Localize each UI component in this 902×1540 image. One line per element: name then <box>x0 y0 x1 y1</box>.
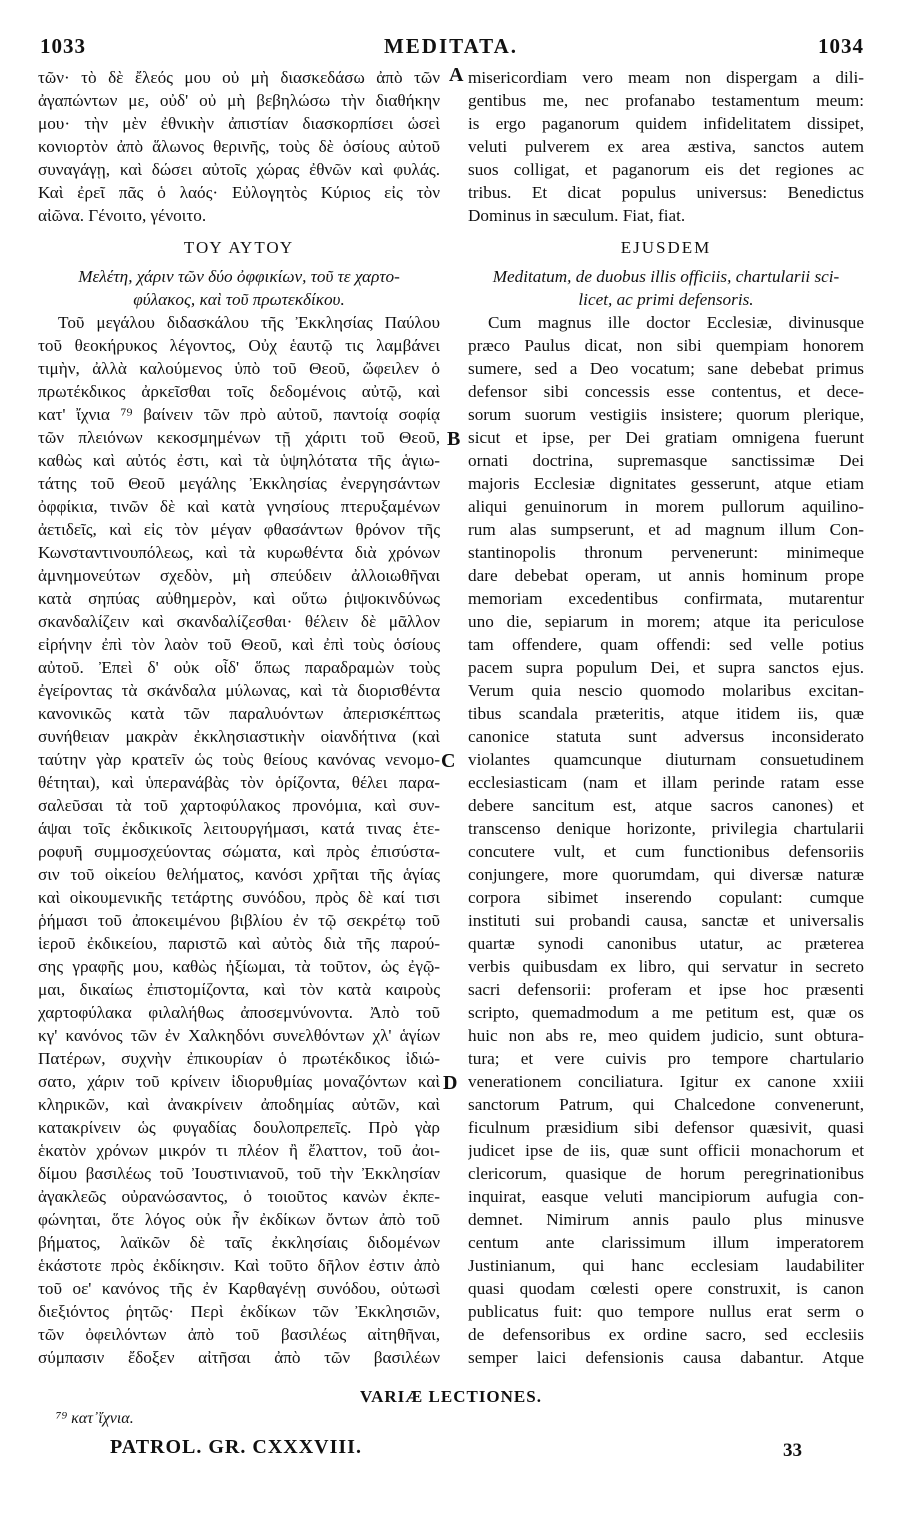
greek-body-line: σιν τοῦ οἰκείου θελήματος, κανόσι χρῆται τῆς ἁγίας <box>38 865 440 884</box>
latin-body-line: tam offendere, quam offendi: sed velle potius <box>468 635 864 654</box>
latin-body-line: corpora sibimet inserendo copulant: cumque <box>468 888 864 907</box>
greek-body-line: καθὼς καὶ αὐτός ἐστι, καὶ τὰ ὑψηλότατα τῆς ἁγιω- <box>38 451 440 470</box>
greek-top-line: ἀγαπώντων με, οὐδ' οὐ μὴ βεβηλώσω τὴν διαθήκην <box>38 91 440 110</box>
latin-top-line: gentibus me, nec profanabo testamentum meum: <box>468 91 864 110</box>
greek-section-title: ΤΟΥ ΑΥΤΟΥ <box>183 238 295 257</box>
greek-body-line: ταύτην γὰρ κρατεῖν ὡς τοὺς θείους κανόνας νενομο- <box>38 750 440 769</box>
latin-body-line: defensor sibi concessis esse contentus, et dece- <box>468 382 864 401</box>
latin-body-line: stantinopolis thronum pervenerunt: minimeque <box>468 543 864 562</box>
greek-body-line: ἀετιδεῖς, καὶ εἰς τὸν μέγαν φθασάντων θρόνον τῆς <box>38 520 440 539</box>
margin-letter-b: B <box>447 428 461 450</box>
greek-subtitle-line: φύλακος, καὶ τοῦ πρωτεκδίκου. <box>133 290 345 309</box>
latin-top-line: tribus. Et dicat populus universus: Benedictus <box>468 183 864 202</box>
greek-body-line: Τοῦ μεγάλου διδασκάλου τῆς Ἐκκλησίας Παύλου <box>58 313 440 332</box>
greek-column <box>38 66 440 1369</box>
latin-body-line: canonice statuta sunt adversus inconsiderato <box>468 727 864 746</box>
signature-mark: 33 <box>783 1440 802 1461</box>
latin-body-line: concutere vult, et cum functionibus defensoriis <box>468 842 864 861</box>
latin-body-line: demnet. Nimirum annis paulo plus minusve <box>468 1210 864 1229</box>
greek-body-line: κανονικῶς κατὰ τῶν παραλυόντων ἀπερισκέπτως <box>38 704 440 723</box>
latin-subtitle-line: Meditatum, de duobus illis officiis, chartularii sci- <box>492 267 840 286</box>
margin-letter-d: D <box>443 1072 458 1094</box>
latin-body-line: pacem supra populum Dei, et supra sanctos ejus. <box>468 658 864 677</box>
running-title: MEDITATA. <box>383 34 519 58</box>
page-number-left: 1033 <box>40 34 86 58</box>
greek-body-line: ἐγείροντας τὰ σκάνδαλα μύλωνας, καὶ τὰ διορισθέντα <box>38 681 440 700</box>
greek-body-line: πρωτέκδικος ἀρκεῖσθαι τοῖς δεδομένοις αὐτῷ, καὶ <box>38 382 440 401</box>
greek-body-line: σκανδαλίζειν καὶ σκανδαλίζεσθαι· θέλειν δὲ μᾶλλον <box>38 612 440 631</box>
latin-body-line: rum alas sumpserunt, et ad magnum illum Con- <box>468 520 864 539</box>
latin-body-line: clericorum, quasique de horum peregrinationibus <box>468 1164 864 1183</box>
latin-body-line: venerationem conciliatura. Igitur ex canone xxiii <box>468 1072 864 1091</box>
latin-body-line: dare debebat operam, ut annis hominum prope <box>468 566 864 585</box>
greek-body-line: συνήθειαν μακρὰν ἐκκλησιαστικὴν οἱανδήτινα (καὶ <box>38 727 440 746</box>
latin-body-line: ecclesiasticam (nam et illam perinde ratam esse <box>468 773 864 792</box>
greek-body-line: τιμὴν, ἀλλὰ καλούμενος ὑπὸ τοῦ Θεοῦ, ὤφειλεν ὁ <box>38 359 440 378</box>
greek-body-line: ῥήμασι τοῦ ἀποκειμένου βιβλίου ἐν τῷ σεκρέτῳ τοῦ <box>38 911 440 930</box>
greek-body-line: σατο, χάριν τοῦ κρίνειν ἰδιορυθμίας μοναζόντων καὶ <box>38 1072 440 1091</box>
latin-body-line: sanctorum Patrum, qui Chalcedone convenerunt, <box>468 1095 864 1114</box>
greek-body-line: αὐτοῦ. Ἐπεὶ δ' οὐκ οἶδ' ὅπως παραδραμὼν τοὺς <box>38 658 440 677</box>
greek-top-line: συναγάγῃ, καὶ δώσει αὐτοῖς χώρας ἐθνῶν καὶ φυλάς. <box>38 160 440 179</box>
latin-body-line: sumere, sed a Deo vocatum; sane debebat primus <box>468 359 864 378</box>
latin-body-line: violantes quamcunque diuturnam consuetudinem <box>468 750 864 769</box>
greek-body-line: καὶ οἰκουμενικῆς τετάρτης συνόδου, πρὸς δὲ καί τισι <box>38 888 440 907</box>
greek-body-line: θέτηται), καὶ ὑπερανάβὰς τὸν ὁρίζοντα, θέλει παρα- <box>38 773 440 792</box>
latin-top-line: suos colligat, et paganorum eis det regiones ac <box>468 160 864 179</box>
latin-body-line: judicet ipse de iis, quæ sunt officii monachorum et <box>468 1141 864 1160</box>
latin-body-line: debere sancitum est, atque sacros canones) et <box>468 796 864 815</box>
latin-body-line: conjungere, more quorumdam, qui diversæ naturæ <box>468 865 864 884</box>
greek-body-line: ἑκάστοτε πρὸς ἐκδίκησιν. Καὶ τοῦτο δῆλον ἐστιν ἀπὸ <box>38 1256 440 1275</box>
latin-body-line: publicatus fuit: quo tempore nullus erat serm o <box>468 1302 864 1321</box>
latin-body-line: verbis quibusdam ex libro, qui servatur in secreto <box>468 957 864 976</box>
greek-body-line: χαρτοφύλακα φιλαλήθως ἀποσεμνύνοντα. Ἀπὸ τοῦ <box>38 1003 440 1022</box>
latin-subtitle-line: licet, ac primi defensoris. <box>578 290 754 309</box>
greek-body-line: ἀγακλεῶς οὐρανώσαντος, ὁ τοιοῦτος κανὼν ἐκπε- <box>38 1187 440 1206</box>
greek-body-line: διεξιόντος ῥητῶς· Περὶ ἐκδίκων τῶν Ἐκκλησιῶν, <box>38 1302 440 1321</box>
latin-column <box>468 66 864 1369</box>
latin-body-line: uno die, sepiarum in morem; atque ita periculose <box>468 612 864 631</box>
latin-body-line: transcenso denique horizonte, privilegia chartularii <box>468 819 864 838</box>
greek-top-line: μου· τὴν μὲν ἐθνικὴν ἀπιστίαν διασκορπίσει ὡσεὶ <box>38 114 440 133</box>
greek-body-line: βήματος, λαϊκῶν δὲ ταῖς ἐκκλησίαις διδομένων <box>38 1233 440 1252</box>
greek-body-line: κληρικῶν, καὶ ἀνακρίνειν ἀποδημίας αὐτῶν, καὶ <box>38 1095 440 1114</box>
latin-body-line: Cum magnus ille doctor Ecclesiæ, divinusque <box>488 313 864 332</box>
greek-subtitle-line: Μελέτη, χάριν τῶν δύο ὀφφικίων, τοῦ τε χαρτο- <box>78 267 400 286</box>
greek-body-line: εἰρήνην ἐπὶ τὸν λαὸν τοῦ Θεοῦ, καὶ ἐπὶ τοὺς ὁσίους <box>38 635 440 654</box>
greek-body-line: κγ' κανόνος τῶν ἐν Χαλκηδόνι συνελθόντων χλ' ἁγίων <box>38 1026 440 1045</box>
series-label: PATROL. GR. CXXXVIII. <box>110 1436 362 1458</box>
greek-top-line: τῶν· τὸ δὲ ἔλεός μου οὐ μὴ διασκεδάσω ἀπὸ τῶν <box>38 68 440 87</box>
latin-body-line: inquirat, easque veluti mancipiorum aufugia con- <box>468 1187 864 1206</box>
latin-body-line: aliqui genuinorum in morem pullorum aquilino- <box>468 497 864 516</box>
greek-top-line: κονιορτὸν ἀπὸ ἅλωνος θερινῆς, τοὺς δὲ ὁσίους αὐτοῦ <box>38 137 440 156</box>
greek-top-line: αἰῶνα. Γένοιτο, γένοιτο. <box>38 206 207 225</box>
latin-body-line: scripto, quemadmodum a me petitum est, quæ os <box>468 1003 864 1022</box>
latin-body-line: instituti sui probandi causa, sanctæ et universalis <box>468 911 864 930</box>
greek-body-line: δίμου βασιλέως τοῦ Ἰουστινιανοῦ, τοῦ τὴν Ἐκκλησίαν <box>38 1164 440 1183</box>
greek-body-line: τοῦ θεοκήρυκος λέγοντος, Οὐχ ἑαυτῷ τις λαμβάνει <box>38 336 440 355</box>
latin-body-line: quasi quodam cœlesti opere construxit, is canon <box>468 1279 864 1298</box>
latin-body-line: tibus scandala prætеritis, atque itidem iis, quæ <box>468 704 864 723</box>
latin-top-line: veluti pulverem ex area æstiva, sanctos autem <box>468 137 864 156</box>
greek-body-line: σύμπασιν ἔδοξεν αἰτῆσαι ἀπὸ τῶν βασιλέων <box>38 1348 440 1367</box>
latin-body-line: semper laici defensionis causa dabantur. Atque <box>468 1348 864 1367</box>
latin-body-line: majoris Ecclesiæ dignitates gesserunt, atque etiam <box>468 474 864 493</box>
greek-body-line: Κωνσταντινουπόλεως, καὶ τὰ κυρωθέντα διὰ χρόνων <box>38 543 440 562</box>
latin-body-line: huic non abs re, meo quidem judicio, sunt obtura- <box>468 1026 864 1045</box>
latin-body-line: memoriam excedentibus confirmata, mutarentur <box>468 589 864 608</box>
greek-body-line: τῶν ὀφειλόντων ἀπὸ τοῦ βασιλέως αἰτηθῆναι, <box>38 1325 440 1344</box>
latin-body-line: Justinianum, qui hanc ecclesiam laudabiliter <box>468 1256 864 1275</box>
greek-body-line: κατὰ σηπύας αὐθημερὸν, καὶ οὕτω ῥιψοκινδύνως <box>38 589 440 608</box>
greek-body-line: μαι, δικαίως ἐπιστομίζοντα, καὶ τὸν κατὰ καιροὺς <box>38 980 440 999</box>
greek-body-line: ἑκατὸν χρόνων μικρόν τι πλέον ἢ ἔλαττον, τοῦ ἀοι- <box>38 1141 440 1160</box>
footnote: ⁷⁹ κατ᾽ἴχνια. <box>56 1410 134 1427</box>
latin-body-line: centum ante clarissimum illum imperatorem <box>468 1233 864 1252</box>
greek-body-line: τῶν πλειόνων κεκοσμημένων τῇ χάριτι τοῦ Θεοῦ, <box>38 428 440 447</box>
latin-body-line: ficulnum præsidium sibi defensor quæsivit, quasi <box>468 1118 864 1137</box>
margin-letter-a: A <box>449 64 464 86</box>
greek-body-line: ἀμνημονεύτων σχεδὸν, μὴ σπεύδειν ἀλλοιωθῆναι <box>38 566 440 585</box>
latin-body-line: sicut et ipse, per Dei gratiam omnigena fuerunt <box>468 428 864 447</box>
latin-top-line: misericordiam vero meam non dispergam a dili- <box>468 68 864 87</box>
latin-body-line: sacri defensorii: proferam et ipse hoc præsenti <box>468 980 864 999</box>
greek-body-line: Πατέρων, συχνὴν ἐπικουρίαν ὁ πρωτέκδικος ἰδιώ- <box>38 1049 440 1068</box>
greek-body-line: ὀφφίκια, τινῶν δὲ καὶ κατὰ γνησίους πτερυξαμένων <box>38 497 440 516</box>
variae-lectiones-heading: VARIÆ LECTIONES. <box>360 1387 542 1406</box>
greek-body-line: κατ' ἴχνια ⁷⁹ βαίνειν τῶν πρὸ αὐτοῦ, παντοίᾳ σοφίᾳ <box>38 405 440 424</box>
latin-body-line: ornati doctrina, supremasque sanctissimæ Dei <box>468 451 864 470</box>
greek-body-line: άψαι τοῖς ἐκδικικοῖς λειτουργήμασι, κατά τινας ἑτε- <box>38 819 440 838</box>
greek-body-line: τοῦ οε' κανόνος τῆς ἐν Καρθαγένῃ συνόδου, οὑτωσὶ <box>38 1279 440 1298</box>
latin-body-line: quartæ synodi canonibus utatur, ac præterea <box>468 934 864 953</box>
latin-body-line: de defensoribus ex ordine sacro, sed ecclesiis <box>468 1325 864 1344</box>
greek-body-line: ροφυῆ συμμοσχεύοντας σώματα, καὶ πρὸς ἐπισύστα- <box>38 842 440 861</box>
page-number-right: 1034 <box>818 34 864 58</box>
greek-body-line: σαλεῦσαι τὰ τοῦ χαρτοφύλακος προνόμια, καὶ συν- <box>38 796 440 815</box>
greek-body-line: κατακρίνειν ὡς φυγαδίας δουλοπρεπεῖς. Πρὸ γὰρ <box>38 1118 440 1137</box>
latin-top-line: is ergo paganorum quidem infidelitatem dissipet, <box>468 114 864 133</box>
greek-body-line: ἱεροῦ ἐκδικείου, παριστῶ καὶ αὐτὸς διὰ τῆς παρού- <box>38 934 440 953</box>
margin-letter-c: C <box>441 750 456 772</box>
latin-body-line: præco Paulus dicat, non sibi quempiam honorem <box>468 336 864 355</box>
greek-top-line: Καὶ ἐρεῖ πᾶς ὁ λαός· Εὐλογητὸς Κύριος εἰς τὸν <box>38 183 440 202</box>
latin-body-line: Verum quia nescio quomodo molaribus excitan- <box>468 681 864 700</box>
latin-section-title: EJUSDEM <box>620 238 712 257</box>
latin-body-line: sorum suorum vestigiis insistere; quorum plerique, <box>468 405 864 424</box>
latin-body-line: tura; et vere cuivis pro tempore chartulario <box>468 1049 864 1068</box>
greek-body-line: φώνηται, ὅτε λόγος οὐκ ἦν ἐκδίκων ὄντων ἀπὸ τοῦ <box>38 1210 440 1229</box>
latin-top-line: Dominus in sæculum. Fiat, fiat. <box>468 206 686 225</box>
greek-body-line: σης γραφῆς μου, καθὼς ἠξίωμαι, τὰ τοῦτον, ὡς ἐγῷ- <box>38 957 440 976</box>
greek-body-line: τάτης τοῦ Θεοῦ μεγάλης Ἐκκλησίας ἐνεργησάντων <box>38 474 440 493</box>
